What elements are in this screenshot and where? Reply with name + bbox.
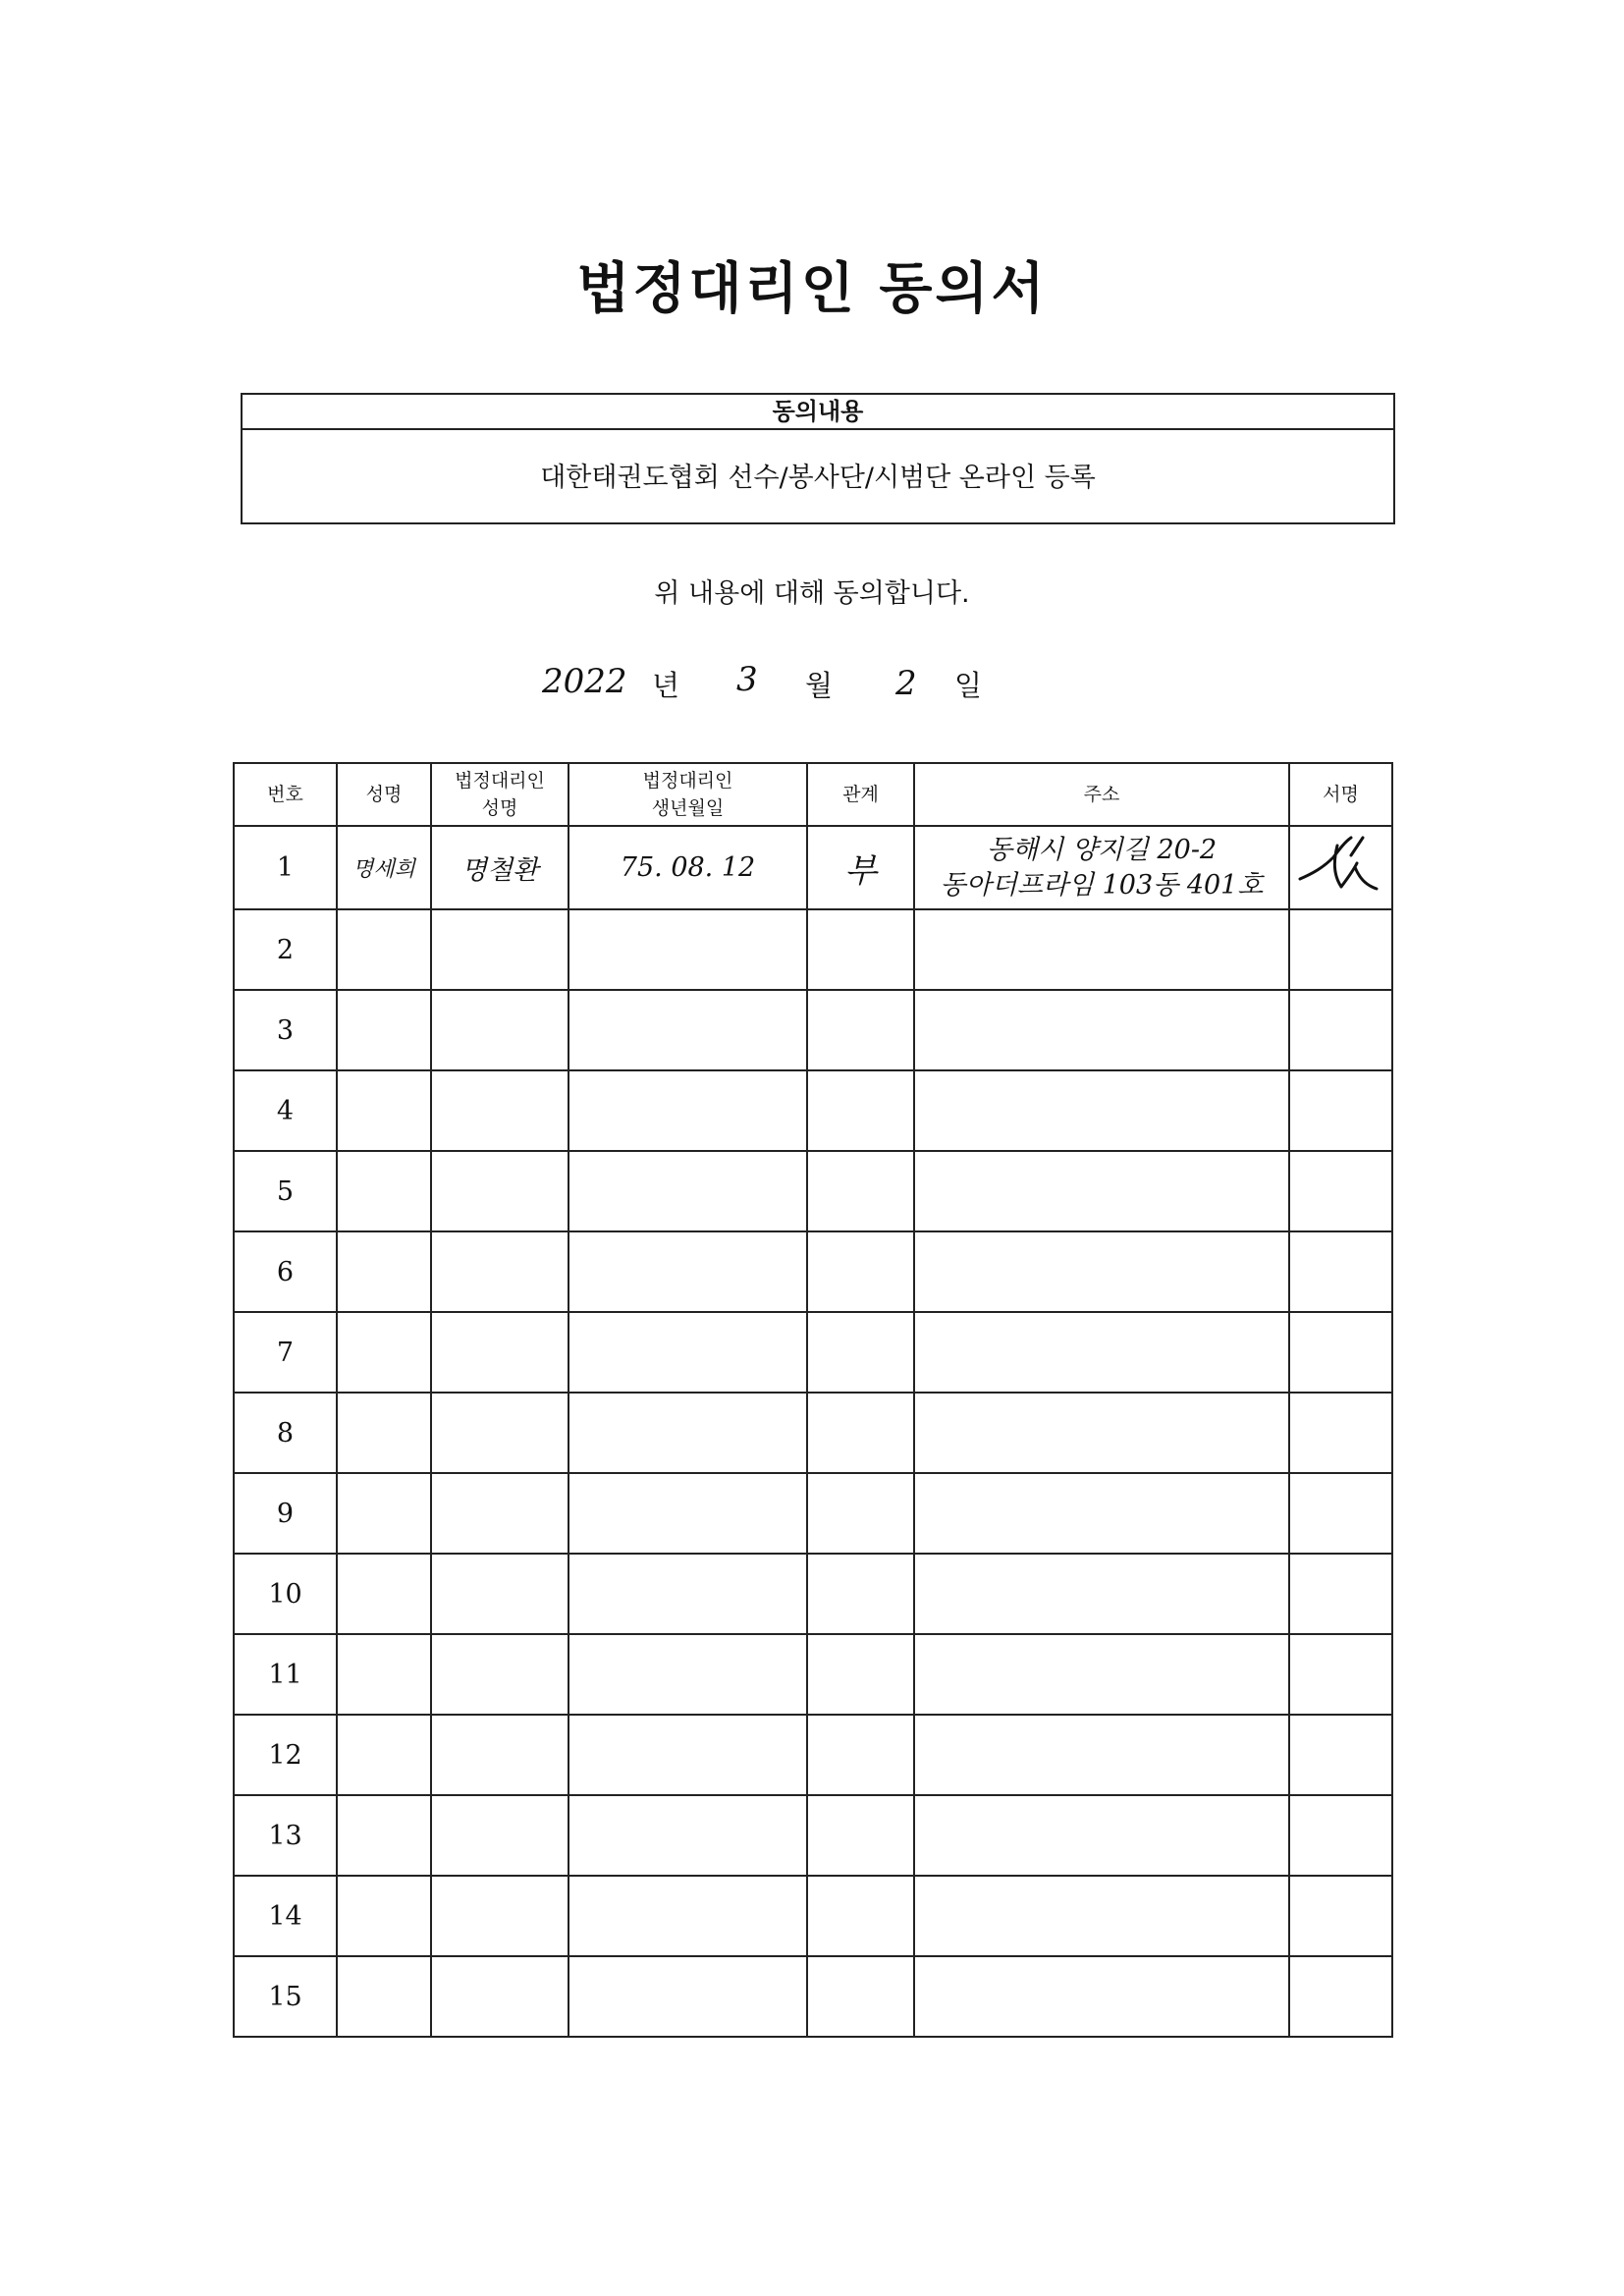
table-row [234, 1795, 1392, 1876]
date-day-unit: 일 [954, 669, 983, 702]
row-address-line1: 동해시 양지길 20-2 [986, 834, 1218, 865]
table-row [234, 1634, 1392, 1715]
header-name: 성명 [337, 763, 431, 826]
consent-content: 대한태권도협회 선수/봉사단/시범단 온라인 등록 [540, 463, 1096, 493]
header-guardian-birth-line2: 생년월일 [651, 797, 725, 819]
row-name: 명세희 [337, 826, 431, 909]
header-guardian-name [431, 763, 568, 826]
row-number: 15 [234, 1956, 337, 2037]
table-row [234, 1554, 1392, 1634]
date-month-unit: 월 [805, 669, 834, 702]
row-guardian-name: 명철환 [431, 826, 568, 909]
header-guardian-birth-line1: 법정대리인 [642, 770, 733, 792]
row-number: 6 [234, 1231, 337, 1312]
row-number: 13 [234, 1795, 337, 1876]
date-day: 2 [895, 664, 917, 703]
row-address-line2: 동아더프라임 103동 401호 [940, 869, 1264, 901]
row-address [914, 826, 1289, 909]
table-row [234, 1393, 1392, 1473]
row-number: 2 [234, 909, 337, 990]
row-number: 12 [234, 1715, 337, 1795]
header-guardian-name-line2: 성명 [481, 797, 518, 819]
header-signature: 서명 [1289, 763, 1392, 826]
row-signature [1289, 826, 1392, 909]
date-line [542, 656, 1033, 705]
row-relation: 부 [807, 826, 914, 909]
row-number: 8 [234, 1393, 337, 1473]
consent-box [241, 393, 1395, 524]
table-row [234, 909, 1392, 990]
header-guardian-name-line1: 법정대리인 [455, 770, 545, 792]
table-row [234, 1473, 1392, 1554]
document-title: 법정대리인 동의서 [576, 257, 1048, 321]
row-number: 10 [234, 1554, 337, 1634]
header-relation: 관계 [807, 763, 914, 826]
table-header-row [234, 763, 1392, 826]
handwritten-signature-icon [1294, 828, 1388, 901]
row-number: 7 [234, 1312, 337, 1393]
table-row [234, 1876, 1392, 1956]
table-row [234, 1231, 1392, 1312]
table-row [234, 1070, 1392, 1151]
table-row [234, 826, 1392, 909]
consent-header: 동의내용 [243, 395, 1393, 430]
guardian-table [233, 762, 1393, 2038]
date-month: 3 [736, 660, 758, 699]
row-number: 5 [234, 1151, 337, 1231]
header-number: 번호 [234, 763, 337, 826]
agree-statement: 위 내용에 대해 동의합니다. [654, 578, 970, 609]
row-number: 4 [234, 1070, 337, 1151]
row-number: 11 [234, 1634, 337, 1715]
header-address: 주소 [914, 763, 1289, 826]
table-row [234, 1151, 1392, 1231]
row-number: 14 [234, 1876, 337, 1956]
table-row [234, 1715, 1392, 1795]
header-guardian-birth [568, 763, 807, 826]
table-row [234, 1312, 1392, 1393]
table-row [234, 1956, 1392, 2037]
row-number: 1 [234, 826, 337, 909]
table-row [234, 990, 1392, 1070]
row-number: 3 [234, 990, 337, 1070]
date-year-unit: 년 [652, 669, 680, 702]
row-guardian-birth: 75. 08. 12 [568, 826, 807, 909]
row-number: 9 [234, 1473, 337, 1554]
date-year: 2022 [542, 662, 627, 701]
